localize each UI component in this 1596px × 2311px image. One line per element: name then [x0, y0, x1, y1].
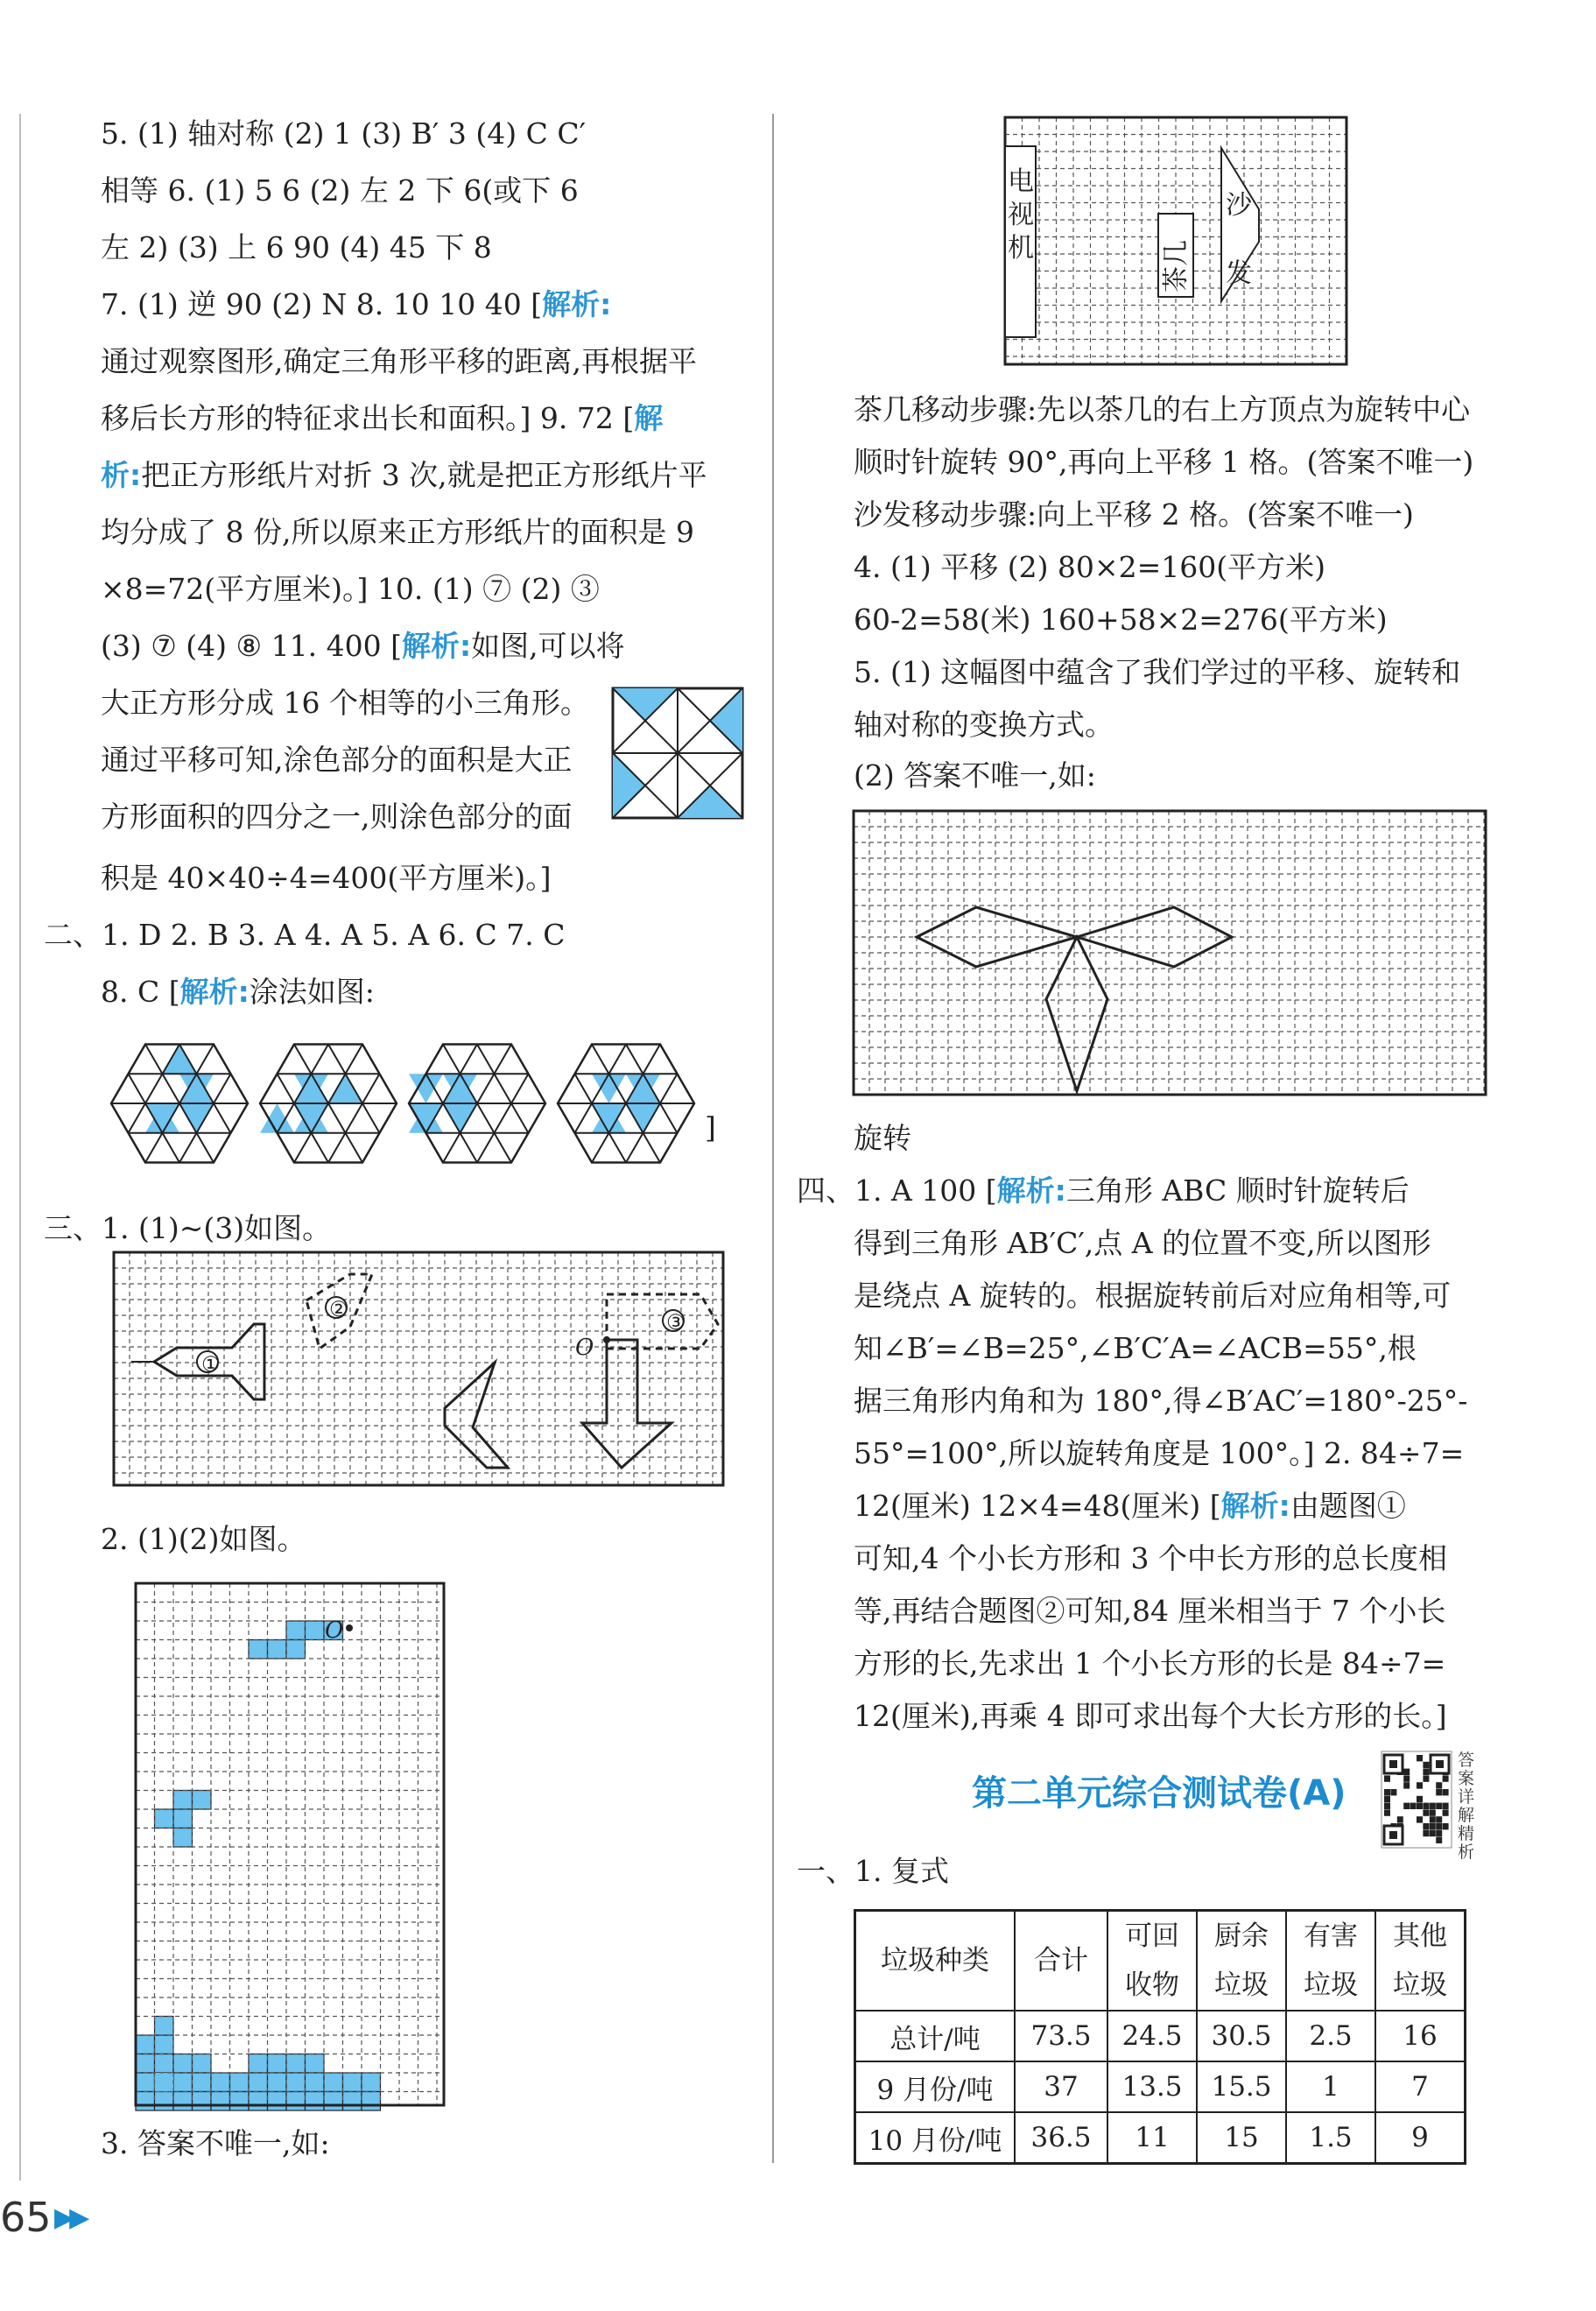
answer-line: 通过观察图形,确定三角形平移的距离,再根据平 [101, 344, 697, 378]
hexagon-figure [260, 1044, 397, 1162]
table-cell: 73.5 [1015, 2011, 1107, 2061]
table-header: 可回收物 [1107, 1911, 1197, 2012]
answer-line: 据三角形内角和为 180°,得∠B′AC′=180°-25°- [854, 1384, 1468, 1418]
label-o: O [325, 1617, 344, 1644]
hexagon-figure [111, 1044, 248, 1162]
svg-text:机: 机 [1008, 233, 1034, 264]
table-cell: 36.5 [1015, 2112, 1107, 2164]
answer-text: 四、1. A 100 [ [797, 1173, 997, 1208]
answer-text: 涂法如图: [249, 975, 375, 1009]
table-cell: 7 [1375, 2061, 1466, 2112]
table-row [855, 2011, 1466, 2061]
svg-text:沙: 沙 [1226, 190, 1252, 221]
table-cell: 13.5 [1107, 2061, 1197, 2112]
answer-text: 移后长方形的特征求出长和面积。] 9. 72 [ [101, 401, 635, 435]
table-cell: 10 月份/吨 [855, 2112, 1016, 2164]
table-cell: 9 [1375, 2112, 1466, 2164]
svg-text:电: 电 [1008, 166, 1034, 197]
rotation-grid-figure [854, 811, 1489, 1098]
answer-line: (2) 答案不唯一,如: [854, 758, 1096, 793]
answer-line: 三、1. (1)~(3)如图。 [44, 1211, 332, 1245]
analysis-label: 解析: [401, 629, 472, 663]
answer-line: 二、1. D 2. B 3. A 4. A 5. A 6. C 7. C [44, 918, 566, 952]
analysis-label: 解析: [542, 287, 612, 321]
table-cell: 2.5 [1286, 2011, 1375, 2061]
label-1: ① [201, 1352, 221, 1377]
analysis-label: 解析: [1220, 1489, 1290, 1523]
answer-line: 一、1. 复式 [797, 1854, 949, 1888]
table-cell: 1.5 [1286, 2112, 1375, 2164]
table-cell: 30.5 [1197, 2011, 1286, 2061]
analysis-label: 解析: [179, 975, 250, 1009]
table-cell: 15.5 [1197, 2061, 1286, 2112]
table-header: 厨余垃圾 [1197, 1911, 1286, 2012]
hexagon-coloring-figures [114, 1038, 727, 1169]
svg-text:视: 视 [1008, 200, 1034, 230]
svg-text:茶几: 茶几 [1161, 240, 1192, 292]
column-divider [772, 114, 774, 2163]
analysis-label: 析: [101, 458, 142, 492]
table-header: 合计 [1015, 1911, 1107, 2012]
label-3: ③ [666, 1310, 686, 1335]
table-cell: 16 [1375, 2011, 1466, 2061]
answer-line: 55°=100°,所以旋转角度是 100°。] 2. 84÷7= [854, 1436, 1465, 1470]
answer-line [797, 1162, 1410, 1219]
answer-line: 3. 答案不唯一,如: [101, 2126, 330, 2160]
table-header: 垃圾种类 [855, 1911, 1016, 2012]
answer-line: 顺时针旋转 90°,再向上平移 1 格。(答案不唯一) [854, 445, 1474, 479]
qr-label: 答案详解精析 [1458, 1751, 1475, 1862]
answer-line [101, 276, 611, 333]
answer-line: 左 2) (3) 上 6 90 (4) 45 下 8 [101, 230, 492, 264]
table-cell: 24.5 [1107, 2011, 1197, 2061]
table-cell: 37 [1015, 2061, 1107, 2112]
hexagon-figure [409, 1044, 545, 1162]
answer-text: (3) ⑦ (4) ⑧ 11. 400 [ [101, 629, 402, 663]
hexagon-figure [558, 1044, 694, 1162]
answer-line: 是绕点 A 旋转的。根据旋转前后对应角相等,可 [854, 1279, 1452, 1313]
left-margin-rule [19, 114, 21, 2181]
transformation-grid-2 [136, 1583, 447, 2109]
answer-text: 把正方形纸片对折 3 次,就是把正方形纸片平 [141, 458, 707, 492]
answer-line: 旋转 [854, 1121, 911, 1155]
answer-line: 积是 40×40÷4=400(平方厘米)。] [101, 861, 552, 895]
answer-line [101, 617, 625, 674]
answer-line: 5. (1) 轴对称 (2) 1 (3) B′ 3 (4) C C′ [101, 116, 587, 151]
table-cell: 15 [1197, 2112, 1286, 2164]
answer-line: 得到三角形 AB′C′,点 A 的位置不变,所以图形 [854, 1226, 1431, 1260]
answer-line: 60-2=58(米) 160+58×2=276(平方米) [854, 602, 1388, 637]
answer-text: 如图,可以将 [471, 629, 625, 663]
svg-text:发: 发 [1226, 258, 1252, 289]
answer-line: 均分成了 8 份,所以原来正方形纸片的面积是 9 [101, 515, 694, 549]
answer-line: ×8=72(平方厘米)。] 10. (1) ⑦ (2) ③ [101, 572, 600, 606]
answer-line: 可知,4 个小长方形和 3 个中长方形的总长度相 [854, 1541, 1447, 1575]
answer-line: 方形的长,先求出 1 个小长方形的长是 84÷7= [854, 1646, 1446, 1680]
answer-line [101, 390, 663, 447]
answer-text: 8. C [ [101, 975, 180, 1009]
answer-text: 7. (1) 逆 90 (2) N 8. 10 10 40 [ [101, 287, 543, 321]
answer-line: 相等 6. (1) 5 6 (2) 左 2 下 6(或下 6 [101, 173, 579, 208]
table-header: 有害垃圾 [1286, 1911, 1375, 2012]
answer-line: 4. (1) 平移 (2) 80×2=160(平方米) [854, 550, 1325, 584]
table-row [855, 2061, 1466, 2112]
label-o: O [575, 1335, 594, 1361]
answer-line: 等,再结合题图②可知,84 厘米相当于 7 个小长 [854, 1594, 1446, 1628]
next-arrow-icon: ▶▶ [54, 2202, 85, 2233]
answer-line: 知∠B′=∠B=25°,∠B′C′A=∠ACB=55°,根 [854, 1331, 1417, 1365]
analysis-label: 解 [634, 401, 664, 435]
furniture-grid [1005, 117, 1349, 367]
answer-line: 轴对称的变换方式。 [854, 708, 1114, 742]
answer-line: 茶几移动步骤:先以茶几的右上方顶点为旋转中心 [854, 392, 1471, 426]
answer-line: 通过平移可知,涂色部分的面积是大正 [101, 743, 573, 777]
closing-bracket: ] [705, 1110, 716, 1145]
table-cell: 总计/吨 [855, 2011, 1016, 2061]
answer-text: 由题图① [1290, 1489, 1406, 1523]
table-cell: 1 [1286, 2061, 1375, 2112]
answer-line [101, 447, 707, 504]
table-row [855, 2112, 1466, 2164]
answer-line [854, 1477, 1406, 1534]
qr-code[interactable] [1382, 1751, 1452, 1848]
answer-line: 12(厘米),再乘 4 即可求出每个大长方形的长。] [854, 1699, 1447, 1733]
table-header: 其他垃圾 [1375, 1911, 1466, 2012]
table-header-row [855, 1911, 1466, 2012]
page-number: 65 [0, 2194, 52, 2241]
answer-line: 方形面积的四分之一,则涂色部分的面 [101, 800, 573, 834]
answer-text: 三角形 ABC 顺时针旋转后 [1065, 1173, 1410, 1208]
analysis-label: 解析: [996, 1173, 1066, 1208]
answer-line: 沙发移动步骤:向上平移 2 格。(答案不唯一) [854, 497, 1414, 532]
transformation-grid-1 [114, 1252, 727, 1489]
answer-line: 5. (1) 这幅图中蕴含了我们学过的平移、旋转和 [854, 655, 1461, 689]
section-title: 第二单元综合测试卷(A) [972, 1773, 1346, 1814]
answer-line: 2. (1)(2)如图。 [101, 1522, 306, 1556]
label-2: ② [329, 1297, 348, 1321]
table-cell: 9 月份/吨 [855, 2061, 1016, 2112]
answer-line: 大正方形分成 16 个相等的小三角形。 [101, 686, 589, 720]
shape-5 [582, 1340, 671, 1468]
square-triangles-figure [613, 688, 742, 818]
table-cell: 11 [1107, 2112, 1197, 2164]
answer-text: 12(厘米) 12×4=48(厘米) [ [854, 1489, 1221, 1523]
answer-line [101, 963, 375, 1020]
garbage-table [854, 1909, 1466, 2165]
